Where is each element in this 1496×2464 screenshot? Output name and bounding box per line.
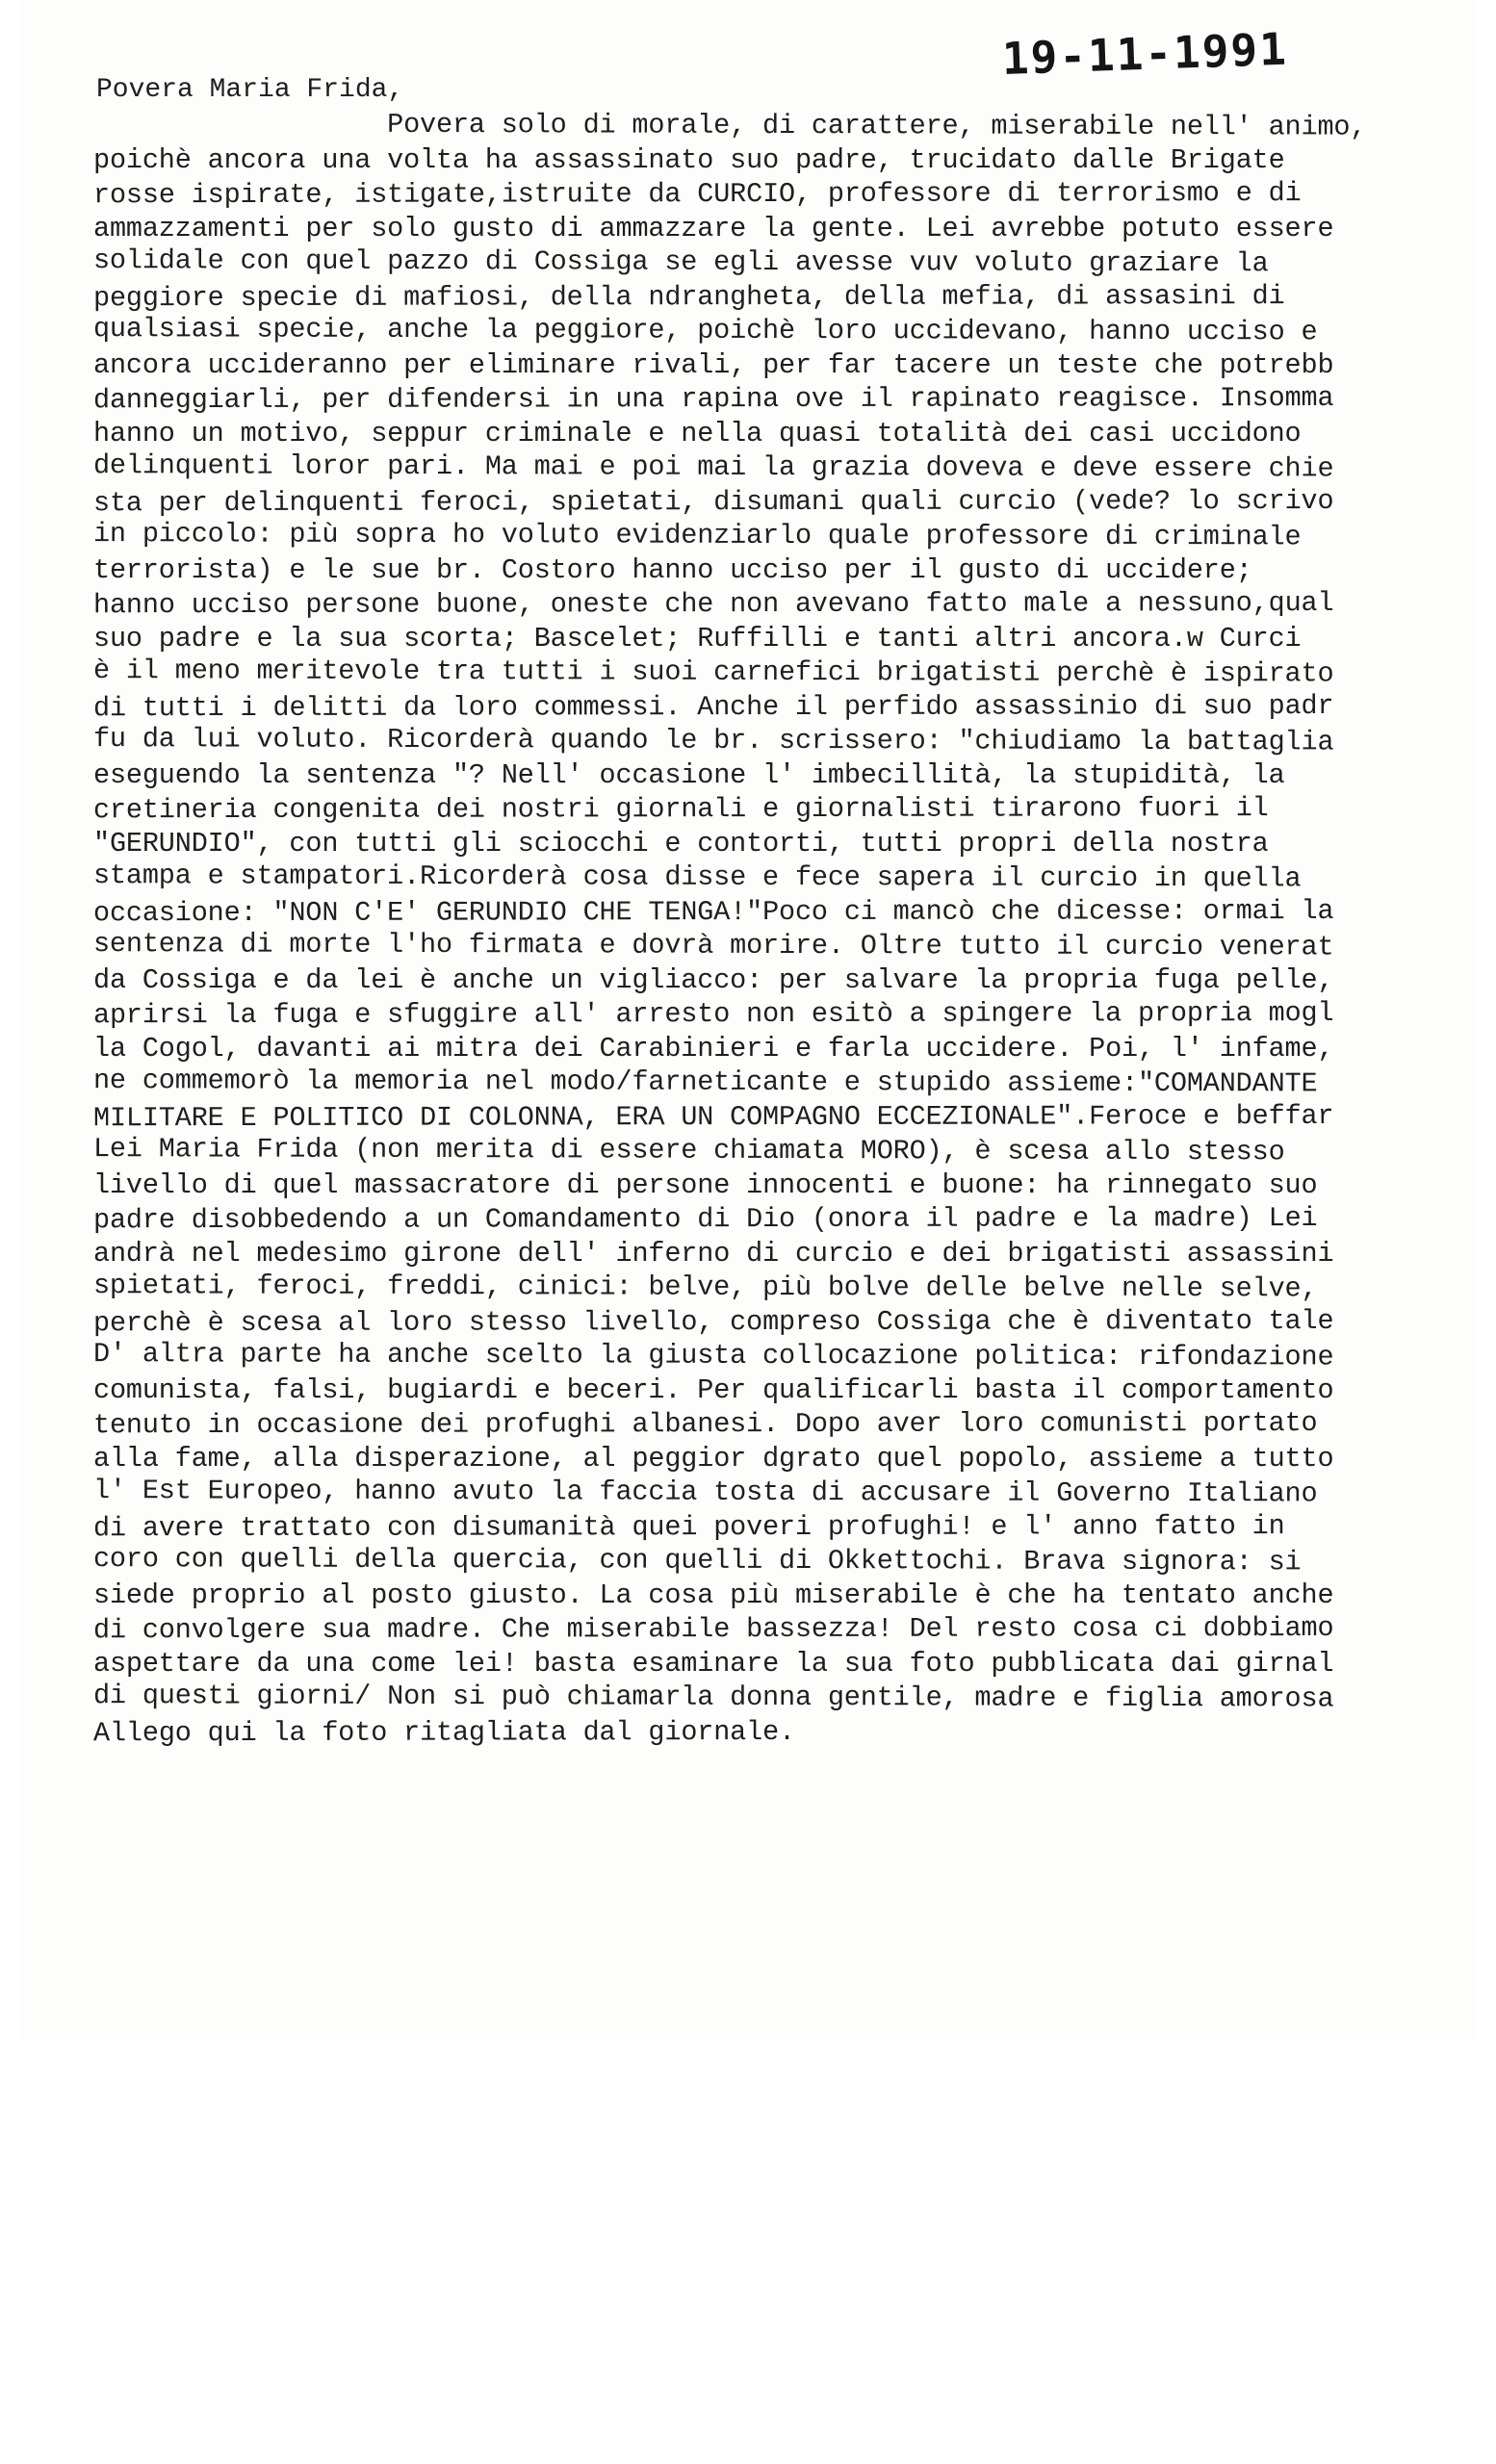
text-line: in piccolo: più sopra ho voluto evidenziarlo quale professore di criminale [92, 518, 1302, 553]
text-line: Lei Maria Frida (non merita di essere chiamata MORO), è scesa allo stesso [92, 1133, 1285, 1168]
text-line: perchè è scesa al loro stesso livello, compreso Cossiga che è diventato tale [92, 1304, 1334, 1339]
text-line: aspettare da una come lei! basta esaminare la sua foto pubblicata dai girnal [93, 1647, 1334, 1680]
text-line: padre disobbedendo a un Comandamento di Dio (onora il padre e la madre) Lei [92, 1202, 1318, 1237]
text-line: ne commemorò la memoria nel modo/farneticante e stupido assieme:"COMANDANTE [92, 1065, 1318, 1100]
letter-body [93, 109, 1470, 1749]
text-line: spietati, feroci, freddi, cinici: belve, più bolve delle belve nelle selve, [92, 1270, 1318, 1305]
text-line: danneggiarli, per difendersi in una rapina ove il rapinato reagisce. Insomma [92, 381, 1334, 417]
text-line: la Cogol, davanti ai mitra dei Carabinieri e farla uccidere. Poi, l' infame, [93, 1032, 1334, 1065]
text-line: ancora uccideranno per eliminare rivali, per far tacere un teste che potrebb [93, 348, 1334, 381]
text-line: l' Est Europeo, hanno avuto la faccia tosta di accusare il Governo Italiano [92, 1475, 1318, 1510]
text-line: sta per delinquenti feroci, spietati, disumani quali curcio (vede? lo scrivo [92, 484, 1334, 519]
text-line: hanno un motivo, seppur criminale e nella quasi totalità dei casi uccidono [93, 417, 1302, 449]
text-line: MILITARE E POLITICO DI COLONNA, ERA UN COMPAGNO ECCEZIONALE".Feroce e beffar [92, 1099, 1334, 1134]
text-line: fu da lui voluto. Ricorderà quando le br. scrissero: "chiudiamo la battaglia [92, 723, 1334, 758]
text-line: coro con quelli della quercia, con quelli di Okkettochi. Brava signora: si [92, 1543, 1302, 1578]
text-line: di avere trattato con disumanità quei poveri profughi! e l' anno fatto in [92, 1509, 1285, 1544]
text-line: comunista, falsi, bugiardi e beceri. Per qualificarli basta il comportamento [93, 1373, 1334, 1406]
text-line: rosse ispirate, istigate,istruite da CURCIO, professore di terrorismo e di [92, 177, 1302, 212]
text-line: delinquenti loror pari. Ma mai e poi mai la grazia doveva e deve essere chie [92, 449, 1334, 485]
text-line: qualsiasi specie, anche la peggiore, poichè loro uccidevano, hanno ucciso e [92, 313, 1318, 348]
text-line: cretineria congenita dei nostri giornali e giornalisti tirarono fuori il [92, 792, 1269, 827]
text-line: siede proprio al posto giusto. La cosa più miserabile è che ha tentato anche [93, 1578, 1334, 1611]
text-line: solidale con quel pazzo di Cossiga se egli avesse vuv voluto graziare la [92, 244, 1269, 280]
handwritten-date: 19-11-1991 [1001, 22, 1289, 85]
text-line: di questi giorni/ Non si può chiamarla donna gentile, madre e figlia amorosa [92, 1680, 1334, 1715]
text-line: ammazzamenti per solo gusto di ammazzare la gente. Lei avrebbe potuto essere [93, 212, 1334, 244]
text-line: hanno ucciso persone buone, oneste che non avevano fatto male a nessuno,qual [92, 586, 1334, 622]
text-line: di tutti i delitti da loro commessi. Anche il perfido assassinio di suo padr [92, 689, 1334, 724]
text-line: D' altra parte ha anche scelto la giusta collocazione politica: rifondazione [92, 1338, 1334, 1373]
text-line: stampa e stampatori.Ricorderà cosa disse e fece sapera il curcio in quella [92, 860, 1302, 895]
text-line: di convolgere sua madre. Che miserabile bassezza! Del resto cosa ci dobbiamo [92, 1611, 1334, 1647]
text-line: Povera solo di morale, di carattere, miserabile nell' animo, [92, 108, 1367, 143]
text-line: terrorista) e le sue br. Costoro hanno ucciso per il gusto di uccidere; [93, 553, 1252, 586]
text-line: poichè ancora una volta ha assassinato suo padre, trucidato dalle Brigate [93, 143, 1285, 176]
text-line: aprirsi la fuga e sfuggire all' arresto non esitò a spingere la propria mogl [92, 996, 1334, 1032]
text-line: "GERUNDIO", con tutti gli sciocchi e contorti, tutti propri della nostra [93, 827, 1269, 860]
text-line: occasione: "NON C'E' GERUNDIO CHE TENGA!"Poco ci mancò che dicesse: ormai la [92, 894, 1334, 929]
text-line: tenuto in occasione dei profughi albanesi. Dopo aver loro comunisti portato [92, 1407, 1318, 1442]
text-line: livello di quel massacratore di persone innocenti e buone: ha rinnegato suo [93, 1168, 1318, 1201]
text-line: peggiore specie di mafiosi, della ndrangheta, della mefia, di assasini di [92, 279, 1285, 314]
text-line: è il meno meritevole tra tutti i suoi carnefici brigatisti perchè è ispirato [92, 654, 1334, 690]
salutation: Povera Maria Frida, [96, 75, 404, 105]
text-line: da Cossiga e da lei è anche un vigliacco: per salvare la propria fuga pelle, [93, 963, 1334, 996]
text-line: andrà nel medesimo girone dell' inferno di curcio e dei brigatisti assassini [93, 1237, 1334, 1270]
text-line: suo padre e la sua scorta; Bascelet; Ruffilli e tanti altri ancora.w Curci [93, 622, 1302, 654]
text-line: Allego qui la foto ritagliata dal giornale. [92, 1715, 796, 1749]
text-line: sentenza di morte l'ho firmata e dovrà morire. Oltre tutto il curcio venerat [92, 928, 1334, 963]
text-line: eseguendo la sentenza "? Nell' occasione l' imbecillità, la stupidità, la [93, 758, 1285, 791]
text-line: alla fame, alla disperazione, al peggior dgrato quel popolo, assieme a tutto [93, 1442, 1334, 1475]
